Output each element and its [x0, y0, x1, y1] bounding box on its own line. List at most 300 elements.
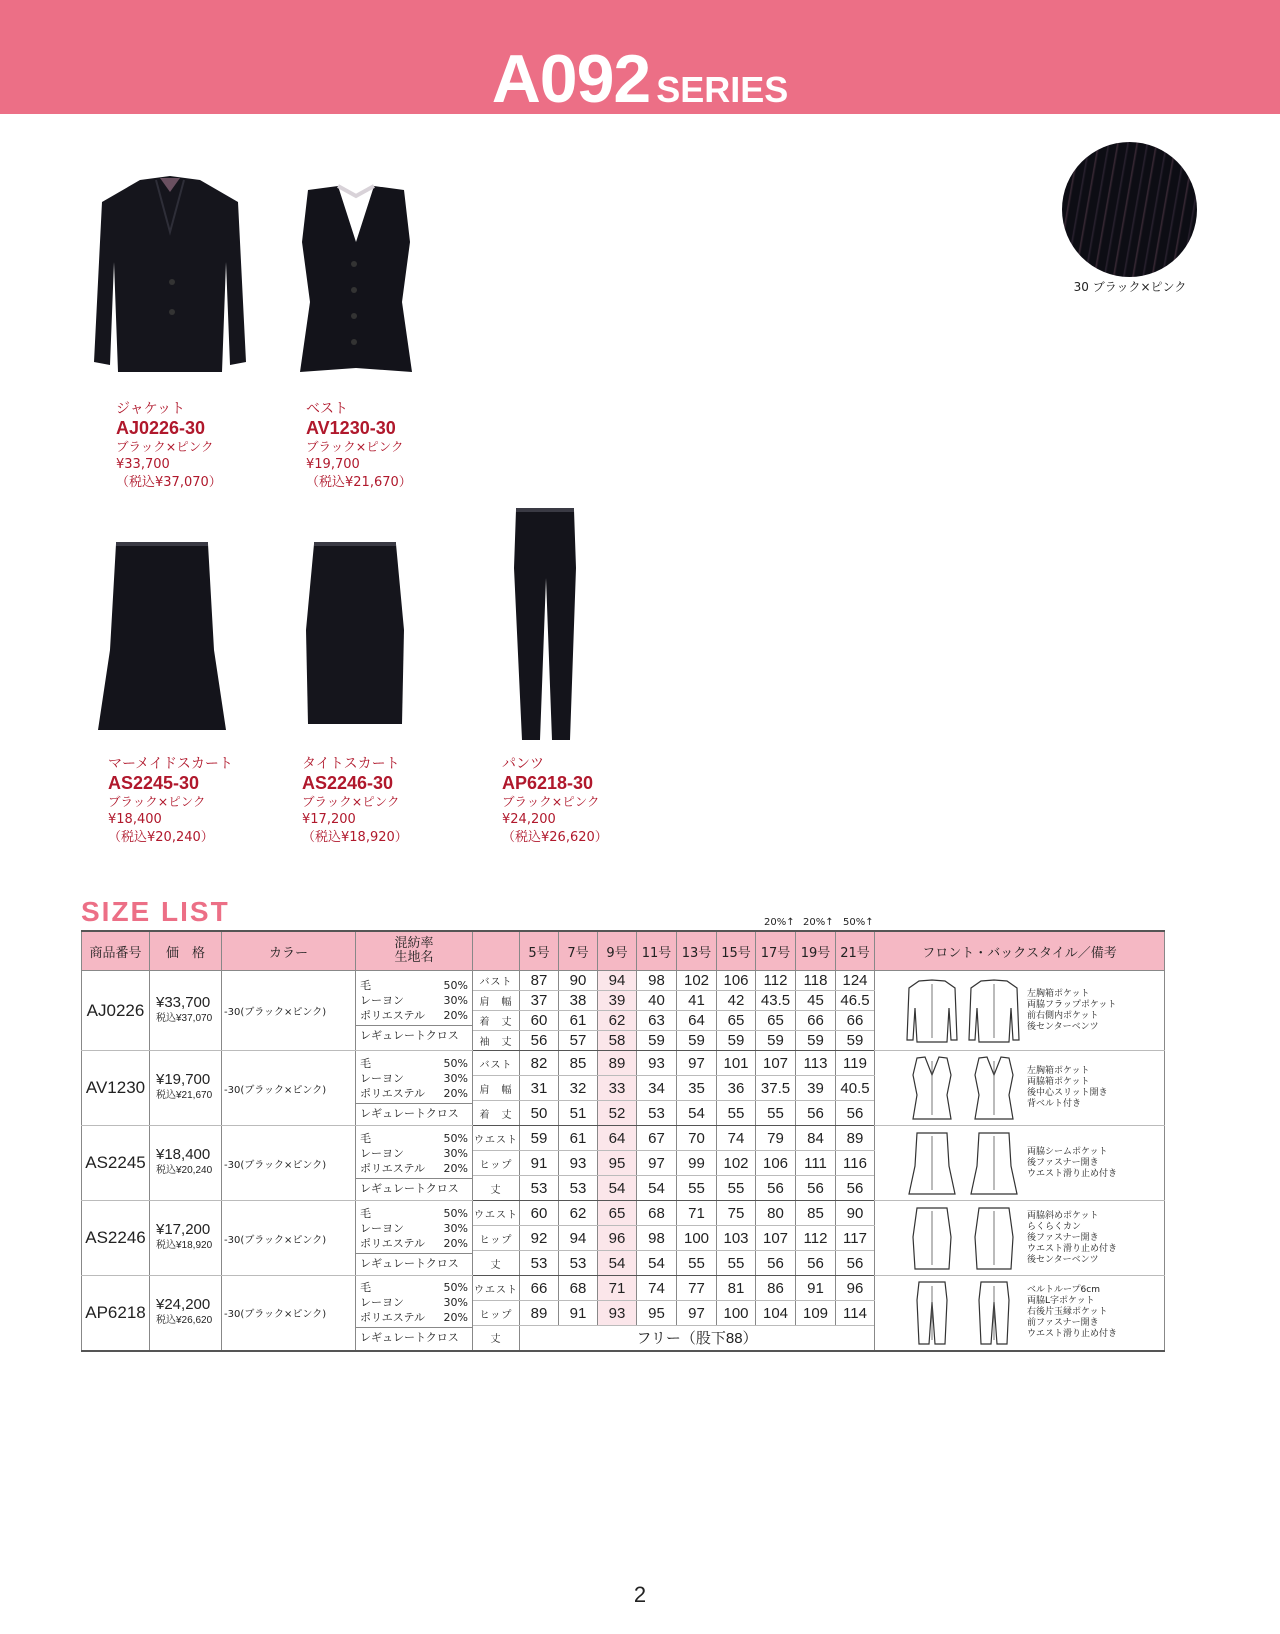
measure-label: ウエスト: [473, 1126, 520, 1151]
measure-value: 97: [637, 1151, 677, 1176]
price-value: ¥18,400: [156, 1146, 211, 1163]
material-pct: 50%: [443, 1206, 468, 1220]
measure-value: 93: [598, 1301, 637, 1326]
material-pct: 20%: [443, 1009, 468, 1022]
style-figure: [905, 978, 1021, 1044]
measure-value: 56: [796, 1101, 836, 1126]
measure-label: ヒップ: [473, 1226, 520, 1251]
product-group: [82, 971, 1165, 1051]
note-line: 後中心スリット開き: [1027, 1088, 1108, 1098]
measure-value: 97: [677, 1051, 717, 1076]
product-color: -30(ブラック×ピンク): [222, 1051, 356, 1126]
price-tax: 税込¥26,620: [156, 1314, 213, 1326]
series-code: A092: [491, 41, 651, 117]
vest-image: [294, 182, 419, 382]
notes-text: [1027, 989, 1116, 1033]
measure-value: 74: [717, 1126, 756, 1151]
pct-17: 20%↑: [764, 917, 795, 928]
page-header: [0, 0, 1280, 117]
note-line: 後センターベンツ: [1027, 1254, 1099, 1265]
fabric-name: レギュレートクロス: [356, 1025, 472, 1043]
measure-value: 62: [559, 1201, 598, 1226]
measure-value: 77: [677, 1276, 717, 1301]
product-price: [150, 1051, 222, 1126]
measure-value: 93: [637, 1051, 677, 1076]
item-color: ブラック×ピンク: [306, 439, 404, 454]
price-tax: 税込¥37,070: [156, 1012, 213, 1024]
price-value: ¥33,700: [156, 993, 211, 1011]
measure-value: 80: [756, 1201, 796, 1226]
measure-value: 113: [796, 1051, 836, 1076]
measure-value: 107: [756, 1051, 796, 1076]
measure-value: 63: [637, 1011, 677, 1031]
item-price: ¥19,700: [306, 457, 360, 472]
item-code: AS2246-30: [302, 773, 394, 793]
material-name: 毛: [360, 1281, 371, 1295]
measure-label: 着 丈: [473, 1101, 520, 1126]
measure-value: 55: [677, 1251, 717, 1276]
header-price: 価 格: [150, 931, 222, 971]
fabric-swatch: [1062, 142, 1197, 277]
measure-value: 109: [796, 1301, 836, 1326]
measure-value: 96: [598, 1226, 637, 1251]
measure-value: 39: [598, 991, 637, 1011]
measure-value: 62: [598, 1011, 637, 1031]
material-line: [360, 1008, 468, 1023]
notes-wrap: [875, 1280, 1164, 1346]
measure-value: 66: [796, 1011, 836, 1031]
measure-label: 肩 幅: [473, 991, 520, 1011]
size-list-title: SIZE LIST: [81, 896, 230, 927]
product-material: [356, 1276, 473, 1351]
material-name: 毛: [360, 979, 371, 992]
note-line: ウエスト滑り止め付き: [1027, 1243, 1118, 1254]
item-color: ブラック×ピンク: [108, 794, 206, 809]
item-pants: [502, 755, 608, 847]
item-color: ブラック×ピンク: [116, 439, 214, 454]
measure-value: 75: [717, 1201, 756, 1226]
material-pct: 50%: [443, 1131, 468, 1145]
measure-value: 34: [637, 1076, 677, 1101]
material-pct: 20%: [443, 1236, 468, 1250]
measure-value: 59: [756, 1031, 796, 1051]
material-line: [360, 1221, 468, 1236]
product-notes: [875, 1201, 1165, 1276]
measure-value: 45: [796, 991, 836, 1011]
material-name: 毛: [360, 1131, 371, 1145]
measure-row: [82, 1051, 1165, 1076]
note-line: ウエスト滑り止め付き: [1027, 1168, 1118, 1179]
measure-value: 84: [796, 1126, 836, 1151]
measure-value: 89: [520, 1301, 559, 1326]
style-figure: [905, 1205, 1021, 1271]
item-name: ジャケット: [116, 401, 186, 417]
measure-value: 71: [598, 1276, 637, 1301]
measure-value: 59: [717, 1031, 756, 1051]
measure-value: 56: [756, 1176, 796, 1201]
notes-text: [1027, 1066, 1108, 1110]
page-number: 2: [633, 1582, 647, 1607]
measure-value: 55: [717, 1176, 756, 1201]
measure-value: 104: [756, 1301, 796, 1326]
notes-text: [1027, 1285, 1117, 1340]
measure-label: バスト: [473, 1051, 520, 1076]
fabric-name: レギュレートクロス: [356, 1178, 472, 1196]
material-name: 毛: [360, 1206, 371, 1220]
measure-value: 66: [520, 1276, 559, 1301]
measure-value: 64: [677, 1011, 717, 1031]
notes-text: [1027, 1147, 1117, 1180]
measure-value: 43.5: [756, 991, 796, 1011]
measure-value: 55: [756, 1101, 796, 1126]
measure-value: 56: [520, 1031, 559, 1051]
header-size: 15号: [717, 931, 756, 971]
measure-value: 103: [717, 1226, 756, 1251]
measure-value: 59: [677, 1031, 717, 1051]
material-pct: 20%: [443, 1086, 468, 1100]
measure-row: [82, 971, 1165, 991]
product-notes: [875, 1051, 1165, 1126]
notes-text: [1027, 1211, 1117, 1266]
item-color: ブラック×ピンク: [502, 794, 600, 809]
measure-value: 118: [796, 971, 836, 991]
note-line: 前右側内ポケット: [1027, 1010, 1099, 1021]
header-size: 5号: [520, 931, 559, 971]
item-name: マーメイドスカート: [108, 756, 233, 772]
material-name: ポリエステル: [360, 1161, 426, 1175]
measure-value: 56: [836, 1101, 875, 1126]
measure-value: 94: [559, 1226, 598, 1251]
header-color: カラー: [222, 931, 356, 971]
measure-value: 37: [520, 991, 559, 1011]
measure-row: [82, 1276, 1165, 1301]
material-name: ポリエステル: [360, 1311, 426, 1325]
note-line: らくらくカン: [1027, 1221, 1082, 1232]
material-line: [360, 1310, 468, 1325]
product-code: AS2246: [82, 1201, 150, 1276]
measure-value: 106: [717, 971, 756, 991]
fabric-name: レギュレートクロス: [356, 1253, 472, 1271]
product-color: -30(ブラック×ピンク): [222, 971, 356, 1051]
note-line: 両脇箱ポケット: [1027, 1077, 1090, 1087]
product-group: [82, 1051, 1165, 1126]
tight-skirt-image: [300, 540, 410, 730]
measure-value: 33: [598, 1076, 637, 1101]
measure-value: 100: [717, 1301, 756, 1326]
measure-label: ウエスト: [473, 1276, 520, 1301]
measure-value: 124: [836, 971, 875, 991]
item-price: ¥18,400: [108, 812, 162, 827]
note-line: 後ファスナー開き: [1027, 1157, 1099, 1168]
measure-value: 116: [836, 1151, 875, 1176]
measure-value: 54: [677, 1101, 717, 1126]
product-code: AS2245: [82, 1126, 150, 1201]
item-name: タイトスカート: [302, 756, 400, 772]
material-line: [360, 1086, 468, 1101]
note-line: 右後片玉縁ポケット: [1027, 1307, 1108, 1318]
price-tax: 税込¥20,240: [156, 1165, 213, 1176]
material-name: レーヨン: [360, 994, 404, 1007]
header-code: 商品番号: [82, 931, 150, 971]
measure-value: 61: [559, 1126, 598, 1151]
material-line: [360, 993, 468, 1008]
measure-value: 112: [796, 1226, 836, 1251]
series-title: [0, 40, 1280, 118]
style-figure: [905, 1280, 1021, 1346]
front-style-icon: [905, 1280, 959, 1346]
measure-value: 67: [637, 1126, 677, 1151]
measure-value: 53: [559, 1251, 598, 1276]
item-jacket: [116, 400, 222, 492]
item-name: ベスト: [306, 401, 348, 417]
measure-label: バスト: [473, 971, 520, 991]
item-price-tax: （税込¥26,620）: [502, 830, 608, 845]
material-line: [360, 1071, 468, 1086]
product-price: [150, 1126, 222, 1201]
mermaid-skirt-image: [92, 540, 232, 735]
notes-wrap: [875, 978, 1164, 1044]
price-tax: 税込¥21,670: [156, 1090, 213, 1101]
header-size: 7号: [559, 931, 598, 971]
item-price-tax: （税込¥21,670）: [306, 475, 412, 490]
measure-value: 102: [677, 971, 717, 991]
measure-value: 39: [796, 1076, 836, 1101]
measure-value: 35: [677, 1076, 717, 1101]
front-style-icon: [905, 1205, 959, 1271]
fabric-name: レギュレートクロス: [356, 1103, 472, 1121]
header-size: 9号: [598, 931, 637, 971]
item-vest: [306, 400, 412, 492]
product-group: [82, 1276, 1165, 1351]
front-style-icon: [905, 978, 959, 1044]
pct-19: 20%↑: [803, 917, 834, 928]
measure-label: ヒップ: [473, 1301, 520, 1326]
measure-value: 38: [559, 991, 598, 1011]
note-line: 背ベルト付き: [1027, 1099, 1082, 1109]
style-figure: [905, 1130, 1021, 1196]
measure-value: 95: [598, 1151, 637, 1176]
measure-value: 64: [598, 1126, 637, 1151]
measure-value: 32: [559, 1076, 598, 1101]
measure-value: 51: [559, 1101, 598, 1126]
measure-value: 59: [520, 1126, 559, 1151]
measure-value: 99: [677, 1151, 717, 1176]
measure-value: 91: [796, 1276, 836, 1301]
measure-value: 114: [836, 1301, 875, 1326]
product-color: -30(ブラック×ピンク): [222, 1126, 356, 1201]
product-material: [356, 1051, 473, 1126]
measure-value: 87: [520, 971, 559, 991]
product-code: AJ0226: [82, 971, 150, 1051]
measure-free: フリー（股下88）: [520, 1326, 875, 1351]
price-value: ¥19,700: [156, 1071, 211, 1088]
measure-value: 55: [677, 1176, 717, 1201]
measure-value: 71: [677, 1201, 717, 1226]
material-name: レーヨン: [360, 1296, 404, 1310]
measure-label: 袖 丈: [473, 1031, 520, 1051]
measure-value: 66: [836, 1011, 875, 1031]
measure-value: 91: [559, 1301, 598, 1326]
measure-value: 59: [836, 1031, 875, 1051]
material-name: ポリエステル: [360, 1086, 426, 1100]
measure-value: 98: [637, 971, 677, 991]
product-price: [150, 1276, 222, 1351]
front-style-icon: [905, 1055, 959, 1121]
measure-label: 丈: [473, 1251, 520, 1276]
material-pct: 30%: [443, 1146, 468, 1160]
material-pct: 30%: [443, 994, 468, 1007]
material-name: レーヨン: [360, 1071, 404, 1085]
notes-wrap: [875, 1205, 1164, 1271]
measure-value: 52: [598, 1101, 637, 1126]
measure-value: 59: [637, 1031, 677, 1051]
material-line: [360, 1295, 468, 1310]
product-material: [356, 1126, 473, 1201]
measure-label: 丈: [473, 1326, 520, 1351]
notes-wrap: [875, 1130, 1164, 1196]
measure-value: 36: [717, 1076, 756, 1101]
measure-label: ウエスト: [473, 1201, 520, 1226]
material-line: [360, 1206, 468, 1221]
measure-value: 53: [637, 1101, 677, 1126]
measure-label: ヒップ: [473, 1151, 520, 1176]
note-line: 後ファスナー開き: [1027, 1232, 1099, 1243]
measure-value: 65: [756, 1011, 796, 1031]
measure-value: 92: [520, 1226, 559, 1251]
item-color: ブラック×ピンク: [302, 794, 400, 809]
measure-value: 40.5: [836, 1076, 875, 1101]
measure-value: 119: [836, 1051, 875, 1076]
measure-value: 107: [756, 1226, 796, 1251]
measure-value: 70: [677, 1126, 717, 1151]
item-code: AS2245-30: [108, 773, 200, 793]
measure-value: 54: [637, 1251, 677, 1276]
measure-value: 40: [637, 991, 677, 1011]
item-mermaid-skirt: [108, 755, 233, 847]
note-line: 両脇フラップポケット: [1027, 999, 1117, 1010]
measure-value: 61: [559, 1011, 598, 1031]
measure-value: 46.5: [836, 991, 875, 1011]
material-pct: 30%: [443, 1221, 468, 1235]
measure-value: 111: [796, 1151, 836, 1176]
header-size: 11号: [637, 931, 677, 971]
product-price: [150, 971, 222, 1051]
material-name: 毛: [360, 1056, 371, 1070]
price-tax: 税込¥18,920: [156, 1240, 213, 1251]
measure-value: 59: [796, 1031, 836, 1051]
pct-21: 50%↑: [843, 917, 874, 928]
measure-value: 56: [796, 1251, 836, 1276]
measure-value: 90: [836, 1201, 875, 1226]
measure-row: [82, 1201, 1165, 1226]
material-line: [360, 1131, 468, 1146]
measure-value: 53: [520, 1176, 559, 1201]
style-figure: [905, 1055, 1021, 1121]
measure-value: 68: [559, 1276, 598, 1301]
front-style-icon: [905, 1130, 959, 1196]
price-value: ¥24,200: [156, 1295, 211, 1313]
note-line: 左胸箱ポケット: [1027, 988, 1090, 999]
measure-value: 86: [756, 1276, 796, 1301]
material-pct: 30%: [443, 1296, 468, 1310]
product-group: [82, 1201, 1165, 1276]
header-size: 19号: [796, 931, 836, 971]
notes-wrap: [875, 1055, 1164, 1121]
note-line: 前ファスナー開き: [1027, 1318, 1099, 1329]
measure-value: 37.5: [756, 1076, 796, 1101]
size-table-header: [82, 931, 1165, 971]
item-price: ¥17,200: [302, 812, 356, 827]
measure-value: 85: [796, 1201, 836, 1226]
measure-value: 54: [598, 1251, 637, 1276]
measure-value: 94: [598, 971, 637, 991]
measure-value: 56: [756, 1251, 796, 1276]
material-line: [360, 1280, 468, 1295]
material-line: [360, 1146, 468, 1161]
item-code: AV1230-30: [306, 418, 396, 438]
measure-value: 65: [717, 1011, 756, 1031]
product-material: [356, 971, 473, 1051]
measure-value: 56: [836, 1251, 875, 1276]
measure-label: 着 丈: [473, 1011, 520, 1031]
measure-value: 57: [559, 1031, 598, 1051]
measure-value: 41: [677, 991, 717, 1011]
header-size: 13号: [677, 931, 717, 971]
product-group: [82, 1126, 1165, 1201]
product-color: -30(ブラック×ピンク): [222, 1201, 356, 1276]
header-size: 17号: [756, 931, 796, 971]
note-line: ベルトループ6cm: [1027, 1285, 1100, 1296]
measure-value: 95: [637, 1301, 677, 1326]
measure-value: 58: [598, 1031, 637, 1051]
product-notes: [875, 1276, 1165, 1351]
product-color: -30(ブラック×ピンク): [222, 1276, 356, 1351]
note-line: 両脇斜めポケット: [1027, 1210, 1099, 1221]
measure-value: 53: [559, 1176, 598, 1201]
measure-value: 82: [520, 1051, 559, 1076]
measure-value: 74: [637, 1276, 677, 1301]
measure-value: 42: [717, 991, 756, 1011]
measure-value: 53: [520, 1251, 559, 1276]
measure-value: 55: [717, 1101, 756, 1126]
material-line: [360, 1056, 468, 1071]
measure-value: 54: [598, 1176, 637, 1201]
measure-value: 112: [756, 971, 796, 991]
measure-value: 101: [717, 1051, 756, 1076]
product-notes: [875, 971, 1165, 1051]
back-style-icon: [967, 1280, 1021, 1346]
item-price-tax: （税込¥20,240）: [108, 830, 214, 845]
measure-value: 31: [520, 1076, 559, 1101]
material-pct: 50%: [443, 1056, 468, 1070]
measure-value: 106: [756, 1151, 796, 1176]
measure-value: 68: [637, 1201, 677, 1226]
item-name: パンツ: [502, 756, 544, 772]
product-code: AV1230: [82, 1051, 150, 1126]
back-style-icon: [967, 1205, 1021, 1271]
item-code: AJ0226-30: [116, 418, 206, 438]
material-name: レーヨン: [360, 1146, 404, 1160]
header-notes: フロント・バックスタイル／備考: [875, 931, 1165, 971]
pants-image: [510, 508, 580, 743]
material-pct: 50%: [443, 979, 468, 992]
item-code: AP6218-30: [502, 773, 594, 793]
measure-value: 100: [677, 1226, 717, 1251]
measure-value: 93: [559, 1151, 598, 1176]
material-line: [360, 978, 468, 993]
material-pct: 20%: [443, 1311, 468, 1325]
measure-value: 81: [717, 1276, 756, 1301]
